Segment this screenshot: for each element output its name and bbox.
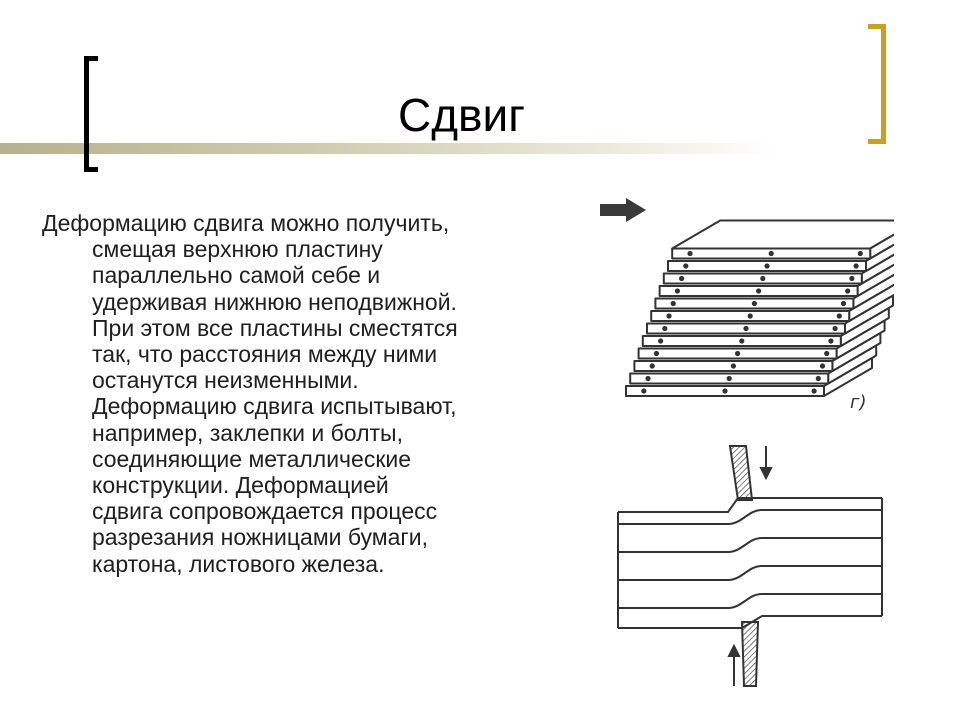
- rivet-mark: [765, 264, 768, 267]
- body-line: параллельно самой себе и: [92, 262, 381, 289]
- rivet-mark: [842, 302, 845, 305]
- rivet-mark: [770, 252, 773, 255]
- body-line: конструкции. Деформацией: [92, 472, 389, 499]
- body-line: сдвига сопровождается процесс: [92, 498, 438, 525]
- rivet-mark: [663, 327, 666, 330]
- body-line: удерживая нижнюю неподвижной.: [92, 288, 457, 315]
- body-line: например, заклепки и болты,: [92, 419, 403, 446]
- rivet-mark: [817, 377, 820, 380]
- rivet-mark: [676, 289, 679, 292]
- body-line: При этом все пластины сместятся: [92, 314, 458, 341]
- body-line: Деформацию сдвига можно получить,: [42, 210, 450, 236]
- title-underline-bar: [0, 143, 780, 154]
- upper-blade-icon: [730, 446, 752, 500]
- rivet-mark: [753, 302, 756, 305]
- rivet-mark: [684, 264, 687, 267]
- layer-line: [618, 566, 882, 580]
- plate-top-face: [672, 221, 894, 249]
- body-line: смещая верхнюю пластину: [92, 236, 383, 263]
- rivet-mark: [855, 264, 858, 267]
- body-line: Деформацию сдвига испытывают,: [92, 393, 457, 420]
- rivet-mark: [672, 302, 675, 305]
- rivet-mark: [659, 339, 662, 342]
- rivet-mark: [761, 277, 764, 280]
- up-arrow-icon: [729, 646, 739, 686]
- rivet-mark: [744, 327, 747, 330]
- layer-line: [618, 594, 882, 608]
- rivet-mark: [821, 364, 824, 367]
- rivet-mark: [688, 252, 691, 255]
- sheared-plates-illustration: [594, 190, 894, 420]
- blades-svg: [610, 440, 890, 695]
- lower-blade-icon: [742, 622, 758, 686]
- down-arrow-icon: [761, 446, 771, 478]
- rivet-mark: [834, 327, 837, 330]
- push-arrow-icon: [600, 198, 646, 222]
- rivet-mark: [825, 352, 828, 355]
- layer-line: [618, 538, 882, 552]
- body-line: картона, листового железа.: [92, 550, 385, 577]
- left-bracket-decoration: [84, 56, 98, 172]
- body-text: [42, 210, 542, 577]
- rivet-mark: [723, 389, 726, 392]
- rivet-mark: [680, 277, 683, 280]
- rivet-mark: [829, 339, 832, 342]
- slide-title: Сдвиг: [398, 89, 525, 141]
- shear-cut-illustration: [610, 440, 890, 695]
- rivet-mark: [813, 389, 816, 392]
- right-bracket-decoration: [868, 24, 886, 144]
- rivet-mark: [859, 252, 862, 255]
- rivet-mark: [667, 314, 670, 317]
- rivet-mark: [642, 389, 645, 392]
- rivet-mark: [846, 289, 849, 292]
- rivet-mark: [838, 314, 841, 317]
- body-line: разрезания ножницами бумаги,: [92, 524, 429, 551]
- figure-label: г): [850, 392, 867, 413]
- rivet-mark: [655, 352, 658, 355]
- body-line: так, что расстояния между ними: [92, 341, 438, 368]
- rivet-mark: [728, 377, 731, 380]
- body-line: соединяющие металлические: [92, 445, 412, 472]
- rivet-mark: [736, 352, 739, 355]
- body-line: останутся неизменными.: [92, 367, 359, 394]
- rivet-mark: [740, 339, 743, 342]
- rivet-mark: [651, 364, 654, 367]
- rivet-mark: [757, 289, 760, 292]
- rivet-mark: [646, 377, 649, 380]
- rivet-mark: [749, 314, 752, 317]
- rivet-mark: [850, 277, 853, 280]
- plates-svg: [594, 190, 894, 420]
- rivet-mark: [732, 364, 735, 367]
